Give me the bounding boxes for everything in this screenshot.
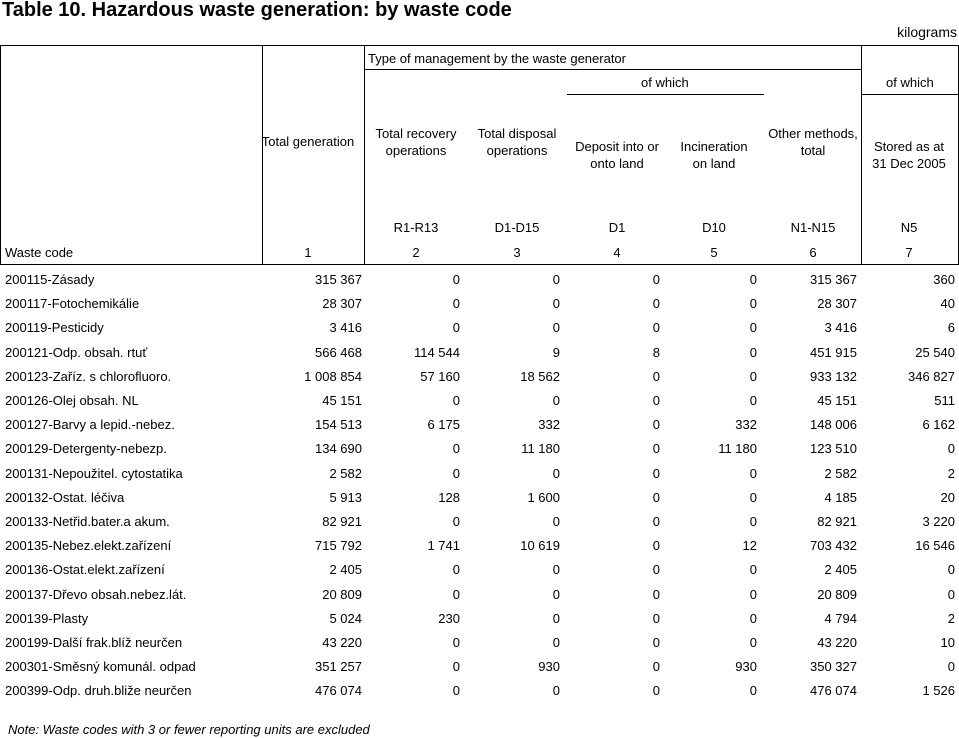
- row-value-col-3: 10 619: [520, 538, 560, 553]
- row-value-col-1: 3 416: [329, 320, 362, 335]
- unit-label: kilograms: [897, 24, 957, 40]
- row-value-col-5: 0: [749, 562, 757, 577]
- row-value-col-7: 40: [940, 296, 955, 311]
- row-label: 200115-Zásady: [5, 272, 95, 287]
- row-value-col-7: 6 162: [922, 417, 955, 432]
- row-value-col-4: 0: [652, 490, 660, 505]
- top-rule: [0, 45, 959, 46]
- row-label: 200399-Odp. druh.bliže neurčen: [5, 683, 192, 698]
- column-code-2: R1-R13: [393, 220, 439, 235]
- row-value-col-5: 12: [742, 538, 757, 553]
- row-value-col-4: 0: [652, 538, 660, 553]
- row-label: 200135-Nebez.elekt.zařízení: [5, 538, 172, 553]
- row-value-col-7: 346 827: [908, 369, 955, 384]
- row-label: 200129-Detergenty-nebezp.: [5, 441, 167, 456]
- row-value-col-6: 350 327: [810, 659, 857, 674]
- column-number-4: 4: [613, 245, 621, 260]
- row-value-col-5: 930: [735, 659, 757, 674]
- row-value-col-3: 0: [552, 514, 560, 529]
- group-header: Type of management by the waste generator: [368, 51, 626, 66]
- row-value-col-6: 4 185: [824, 490, 857, 505]
- row-value-col-2: 57 160: [420, 369, 460, 384]
- row-label: 200136-Ostat.elekt.zařízení: [5, 562, 165, 577]
- row-value-col-7: 511: [934, 393, 955, 408]
- row-value-col-4: 0: [652, 393, 660, 408]
- row-value-col-7: 3 220: [922, 514, 955, 529]
- row-value-col-3: 0: [552, 272, 560, 287]
- row-value-col-6: 2 582: [824, 466, 857, 481]
- row-label: 200139-Plasty: [5, 611, 89, 626]
- row-value-col-1: 315 367: [315, 272, 362, 287]
- row-value-col-4: 0: [652, 683, 660, 698]
- of-which-2: of which: [886, 75, 934, 90]
- row-value-col-5: 0: [749, 635, 757, 650]
- row-value-col-5: 11 180: [718, 441, 757, 456]
- row-value-col-2: 114 544: [413, 345, 460, 360]
- row-value-col-6: 451 915: [810, 345, 857, 360]
- row-value-col-3: 0: [552, 393, 560, 408]
- page-title: Table 10. Hazardous waste generation: by waste code: [2, 0, 512, 21]
- of-which-2-underline: [861, 94, 959, 95]
- row-value-col-7: 1 526: [922, 683, 955, 698]
- row-value-col-1: 154 513: [315, 417, 362, 432]
- row-value-col-1: 476 074: [315, 683, 362, 698]
- group-header-underline: [364, 69, 861, 70]
- row-value-col-6: 43 220: [817, 635, 857, 650]
- row-value-col-4: 0: [652, 320, 660, 335]
- row-value-col-4: 0: [652, 562, 660, 577]
- row-value-col-2: 0: [452, 562, 460, 577]
- row-value-col-6: 123 510: [810, 441, 857, 456]
- row-value-col-4: 0: [652, 659, 660, 674]
- row-value-col-7: 2: [947, 466, 955, 481]
- divider-label-col: [262, 45, 263, 265]
- row-value-col-6: 315 367: [810, 272, 857, 287]
- row-value-col-1: 2 582: [329, 466, 362, 481]
- row-value-col-5: 0: [749, 611, 757, 626]
- row-value-col-7: 10: [940, 635, 955, 650]
- row-value-col-4: 0: [652, 272, 660, 287]
- row-value-col-6: 3 416: [824, 320, 857, 335]
- row-value-col-3: 11 180: [521, 441, 560, 456]
- row-value-col-7: 20: [940, 490, 955, 505]
- row-value-col-7: 0: [947, 587, 955, 602]
- row-label: 200132-Ostat. léčiva: [5, 490, 125, 505]
- row-value-col-3: 0: [552, 587, 560, 602]
- of-which-1-underline: [567, 94, 764, 95]
- row-value-col-1: 82 921: [322, 514, 362, 529]
- row-value-col-2: 0: [452, 441, 460, 456]
- row-value-col-5: 0: [749, 514, 757, 529]
- row-value-col-3: 1 600: [527, 490, 560, 505]
- column-number-7: 7: [905, 245, 913, 260]
- row-label: 200301-Směsný komunál. odpad: [5, 659, 196, 674]
- row-value-col-7: 360: [933, 272, 955, 287]
- row-value-col-6: 20 809: [817, 587, 857, 602]
- row-value-col-5: 332: [735, 417, 757, 432]
- row-value-col-4: 0: [652, 514, 660, 529]
- row-value-col-3: 18 562: [520, 369, 560, 384]
- row-label: 200119-Pesticidy: [5, 320, 104, 335]
- row-value-col-1: 5 913: [329, 490, 362, 505]
- row-value-col-4: 0: [652, 296, 660, 311]
- row-value-col-2: 0: [452, 659, 460, 674]
- row-value-col-3: 0: [552, 562, 560, 577]
- row-value-col-1: 566 468: [315, 345, 362, 360]
- row-value-col-1: 43 220: [322, 635, 362, 650]
- row-value-col-5: 0: [749, 490, 757, 505]
- row-value-col-2: 128: [438, 490, 460, 505]
- row-value-col-6: 28 307: [817, 296, 857, 311]
- row-value-col-3: 9: [552, 345, 560, 360]
- row-value-col-2: 0: [452, 683, 460, 698]
- row-value-col-2: 0: [452, 514, 460, 529]
- row-label: 200137-Dřevo obsah.nebez.lát.: [5, 587, 187, 602]
- row-value-col-6: 476 074: [810, 683, 857, 698]
- row-value-col-7: 6: [947, 320, 955, 335]
- row-value-col-4: 0: [652, 417, 660, 432]
- row-value-col-1: 2 405: [329, 562, 362, 577]
- row-label: 200117-Fotochemikálie: [5, 296, 140, 311]
- row-value-col-6: 933 132: [810, 369, 857, 384]
- row-value-col-7: 16 546: [915, 538, 955, 553]
- row-label: 200123-Zaříz. s chlorofluoro.: [5, 369, 172, 384]
- row-value-col-6: 4 794: [824, 611, 857, 626]
- row-value-col-1: 28 307: [322, 296, 362, 311]
- column-code-4: D1: [608, 220, 626, 235]
- row-value-col-2: 0: [452, 587, 460, 602]
- row-value-col-3: 0: [552, 635, 560, 650]
- column-code-7: N5: [900, 220, 918, 235]
- row-value-col-1: 5 024: [329, 611, 362, 626]
- row-value-col-3: 0: [552, 611, 560, 626]
- header-bottom-rule: [0, 264, 959, 265]
- row-value-col-4: 8: [652, 345, 660, 360]
- row-value-col-3: 0: [552, 320, 560, 335]
- row-value-col-2: 0: [452, 466, 460, 481]
- row-label: 200199-Další frak.blíž neurčen: [5, 635, 183, 650]
- row-value-col-7: 0: [947, 562, 955, 577]
- row-value-col-5: 0: [749, 369, 757, 384]
- row-value-col-6: 2 405: [824, 562, 857, 577]
- row-value-col-6: 703 432: [810, 538, 857, 553]
- row-value-col-3: 0: [552, 466, 560, 481]
- of-which-1: of which: [641, 75, 689, 90]
- row-value-col-4: 0: [652, 369, 660, 384]
- row-label: 200133-Netřid.bater.a akum.: [5, 514, 170, 529]
- row-label: 200121-Odp. obsah. rtuť: [5, 345, 148, 360]
- row-value-col-1: 134 690: [315, 441, 362, 456]
- table-note: Note: Waste codes with 3 or fewer reporting units are excluded: [8, 722, 370, 737]
- row-value-col-1: 715 792: [315, 538, 362, 553]
- column-number-3: 3: [513, 245, 521, 260]
- row-value-col-2: 0: [452, 272, 460, 287]
- row-value-col-7: 0: [947, 659, 955, 674]
- row-value-col-6: 45 151: [817, 393, 857, 408]
- waste-code-label: Waste code: [5, 245, 74, 260]
- row-value-col-7: 0: [947, 441, 955, 456]
- left-rule: [0, 45, 1, 265]
- column-code-3: D1-D15: [494, 220, 540, 235]
- column-number-6: 6: [809, 245, 817, 260]
- row-value-col-1: 45 151: [322, 393, 362, 408]
- row-value-col-5: 0: [749, 296, 757, 311]
- row-value-col-3: 332: [538, 417, 560, 432]
- row-value-col-5: 0: [749, 320, 757, 335]
- row-value-col-3: 0: [552, 683, 560, 698]
- column-code-6: N1-N15: [790, 220, 836, 235]
- column-header-6: Other methods, total: [768, 126, 858, 158]
- row-value-col-2: 0: [452, 296, 460, 311]
- row-value-col-7: 25 540: [915, 345, 955, 360]
- row-value-col-4: 0: [652, 587, 660, 602]
- row-label: 200126-Olej obsah. NL: [5, 393, 139, 408]
- row-value-col-5: 0: [749, 272, 757, 287]
- row-value-col-2: 230: [438, 611, 460, 626]
- column-number-2: 2: [412, 245, 420, 260]
- column-number-1: 1: [304, 245, 312, 260]
- column-header-1: Total generation: [261, 134, 355, 149]
- row-value-col-4: 0: [652, 611, 660, 626]
- row-value-col-2: 0: [452, 635, 460, 650]
- row-value-col-5: 0: [749, 466, 757, 481]
- row-label: 200131-Nepoužitel. cytostatika: [5, 466, 183, 481]
- row-value-col-3: 0: [552, 296, 560, 311]
- row-value-col-3: 930: [538, 659, 560, 674]
- row-value-col-5: 0: [749, 587, 757, 602]
- row-value-col-4: 0: [652, 635, 660, 650]
- row-value-col-1: 20 809: [322, 587, 362, 602]
- row-value-col-7: 2: [947, 611, 955, 626]
- row-label: 200127-Barvy a lepid.-nebez.: [5, 417, 175, 432]
- row-value-col-6: 82 921: [817, 514, 857, 529]
- column-code-5: D10: [702, 220, 726, 235]
- row-value-col-4: 0: [652, 466, 660, 481]
- row-value-col-2: 0: [452, 320, 460, 335]
- column-header-4: Deposit into or onto land: [575, 139, 659, 171]
- row-value-col-4: 0: [652, 441, 660, 456]
- row-value-col-6: 148 006: [810, 417, 857, 432]
- row-value-col-5: 0: [749, 683, 757, 698]
- column-header-7: Stored as at 31 Dec 2005: [872, 139, 946, 171]
- row-value-col-5: 0: [749, 345, 757, 360]
- row-value-col-5: 0: [749, 393, 757, 408]
- column-header-2: Total recovery operations: [375, 126, 457, 158]
- column-number-5: 5: [710, 245, 718, 260]
- row-value-col-1: 351 257: [315, 659, 362, 674]
- row-value-col-2: 6 175: [427, 417, 460, 432]
- column-header-3: Total disposal operations: [477, 126, 557, 158]
- row-value-col-2: 1 741: [427, 538, 460, 553]
- row-value-col-2: 0: [452, 393, 460, 408]
- row-value-col-1: 1 008 854: [304, 369, 362, 384]
- column-header-5: Incineration on land: [680, 139, 748, 171]
